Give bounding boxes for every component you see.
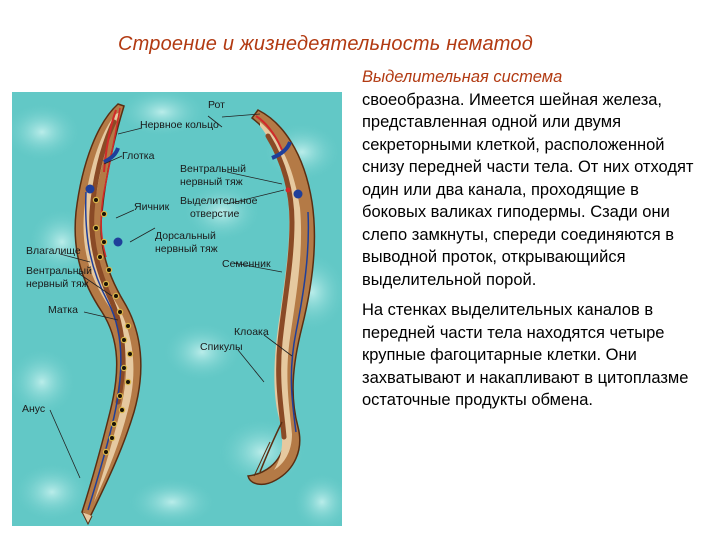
nematode-anatomy-figure xyxy=(12,92,342,526)
paragraph-1-body: своеобразна. Имеется шейная железа, представленная одной или двумя секреторными клеткой, расположенной снизу передней части тела. От них отходят один или два канала, проходящие в боковых валиках гиподермы. Сзади они слепо замкнуты, спереди соединяются в выводной проток, открывающийся выделительной порой. xyxy=(362,90,694,289)
label-vydel-otverstie-2: отверстие xyxy=(190,208,240,220)
label-ventralnyi-tyazh-left-2: нервный тяж xyxy=(26,278,89,290)
label-matka: Матка xyxy=(48,304,78,316)
slide-title: Строение и жизнедеятельность нематод xyxy=(118,33,534,55)
label-vydel-otverstie-1: Выделительное xyxy=(180,195,258,207)
subheading-excretory-system: Выделительная система xyxy=(362,68,563,86)
paragraph-2: На стенках выделительных каналов в передней части тела находятся четыре крупные фагоцитарные клетки. Они захватывают и накапливают в цитоплазме остаточные продукты обмена. xyxy=(362,301,689,409)
label-nervnoe-kolco: Нервное кольцо xyxy=(140,119,219,131)
label-ventralnyi-tyazh-right-1: Вентральный xyxy=(180,163,246,175)
label-ventralnyi-tyazh-left-1: Вентральный xyxy=(26,265,92,277)
label-yaichnik: Яичник xyxy=(134,201,170,213)
label-semennik: Семенник xyxy=(222,258,271,270)
description-text xyxy=(362,66,707,412)
label-rot: Рот xyxy=(208,99,225,111)
label-dorsalnyi-tyazh-2: нервный тяж xyxy=(155,243,218,255)
label-spikuly: Спикулы xyxy=(200,341,243,353)
label-dorsalnyi-tyazh-1: Дорсальный xyxy=(155,230,216,242)
label-glotka: Глотка xyxy=(122,150,155,162)
paragraph-1 xyxy=(362,66,707,291)
nematode-diagram xyxy=(12,92,342,526)
label-ventralnyi-tyazh-right-2: нервный тяж xyxy=(180,176,243,188)
label-anus: Анус xyxy=(22,403,46,415)
label-kloaka: Клоака xyxy=(234,326,269,338)
label-vlagalishche: Влагалище xyxy=(26,245,81,257)
